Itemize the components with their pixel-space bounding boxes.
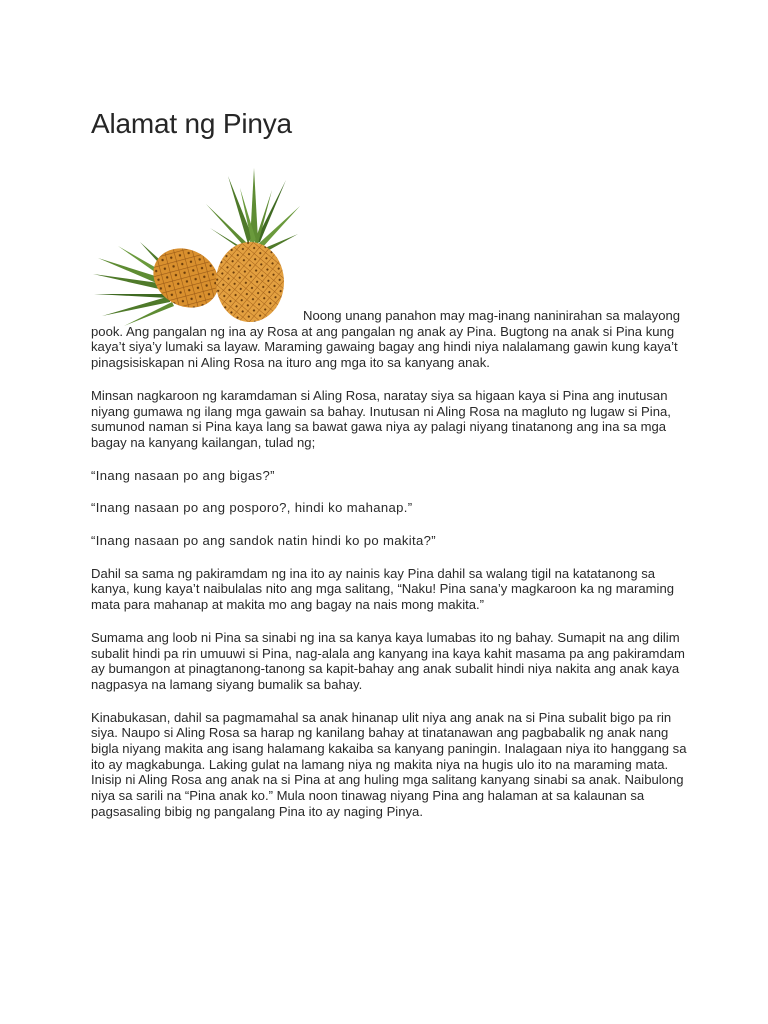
paragraph-1: Noong unang panahon may mag-inang naninirahan sa malayong pook. Ang pangalan ng ina ay Rosa at ang pangalan ng anak ay Pina. Bugtong na anak si Pina kung kaya’t siya’y lumaki sa layaw. Maraming gawaing bagay ang hindi niya nalalamang gawin kung kaya’t pinagsisiskapan ni Aling Rosa na ituro ang mga ito sa kanyang anak. — [91, 308, 681, 371]
paragraph-4: Sumama ang loob ni Pina sa sinabi ng ina sa kanya kaya lumabas ito ng bahay. Sumapit na ang dilim subalit hindi pa rin umuuwi si Pina, nag-alala ang kanyang ina kaya kahit masama pa ang pakiramdam ay bumangon at pinagtanong-tanong sa kapit-bahay ang anak subalit hindi niya nakita ang anak kaya nagpasya na lamang siyang bumalik sa bahay. — [91, 629, 685, 692]
pineapple-image — [88, 166, 306, 326]
paragraph-2: Minsan nagkaroon ng karamdaman si Aling Rosa, naratay siya sa higaan kaya si Pina ang inutusan niyang gumawa ng ilang mga gawain sa bahay. Inutusan ni Aling Rosa na magluto ng lugaw si Pina, sumunod naman si Pina kaya lang sa bawat gawa niya ay palagi niyang tinatanong ang ina sa mga bagay na kanyang kailangan, tulad ng; — [91, 387, 671, 450]
story-body — [91, 308, 691, 837]
quote-1: “Inang nasaan po ang bigas?” — [91, 467, 275, 483]
quote-3: “Inang nasaan po ang sandok natin hindi ko po makita?” — [91, 533, 437, 549]
standing-pineapple-crown — [206, 168, 300, 254]
page-title: Alamat ng Pinya — [91, 108, 292, 139]
quote-2: “Inang nasaan po ang posporo?, hindi ko mahanap.” — [91, 500, 413, 516]
paragraph-3: Dahil sa sama ng pakiramdam ng ina ito ay nainis kay Pina dahil sa walang tigil na katatanong sa kanya, kung kaya’t naibulalas nito ang mga salitang, “Naku! Pina sana’y magkaroon ka ng maraming mata para mahanap at makita mo ang bagay na nais mong makita.” — [91, 565, 675, 613]
paragraph-5: Kinabukasan, dahil sa pagmamahal sa anak hinanap ulit niya ang anak na si Pina subalit bigo pa rin siya. Naupo si Aling Rosa sa harap ng kanilang bahay at tinatanawan ang pagbabalik ng anak nang bigla niyang makita ang isang halamang kakaiba sa kanyang paningin. Inalagaan niya ito hanggang sa ito ay magkabunga. Laking gulat na lamang niya ng makita niya na hugis ulo ito na maraming mata. Inisip ni Aling Rosa ang anak na si Pina at ang huling mga salitang kanyang sinabi sa anak. Naibulong niya sa sarili na “Pina anak ko.” Mula noon tinawag niyang Pina ang halaman at sa kalaunan sa pagsasaling bibig ng pangalang Pina ito ay naging Pinya. — [91, 709, 687, 819]
